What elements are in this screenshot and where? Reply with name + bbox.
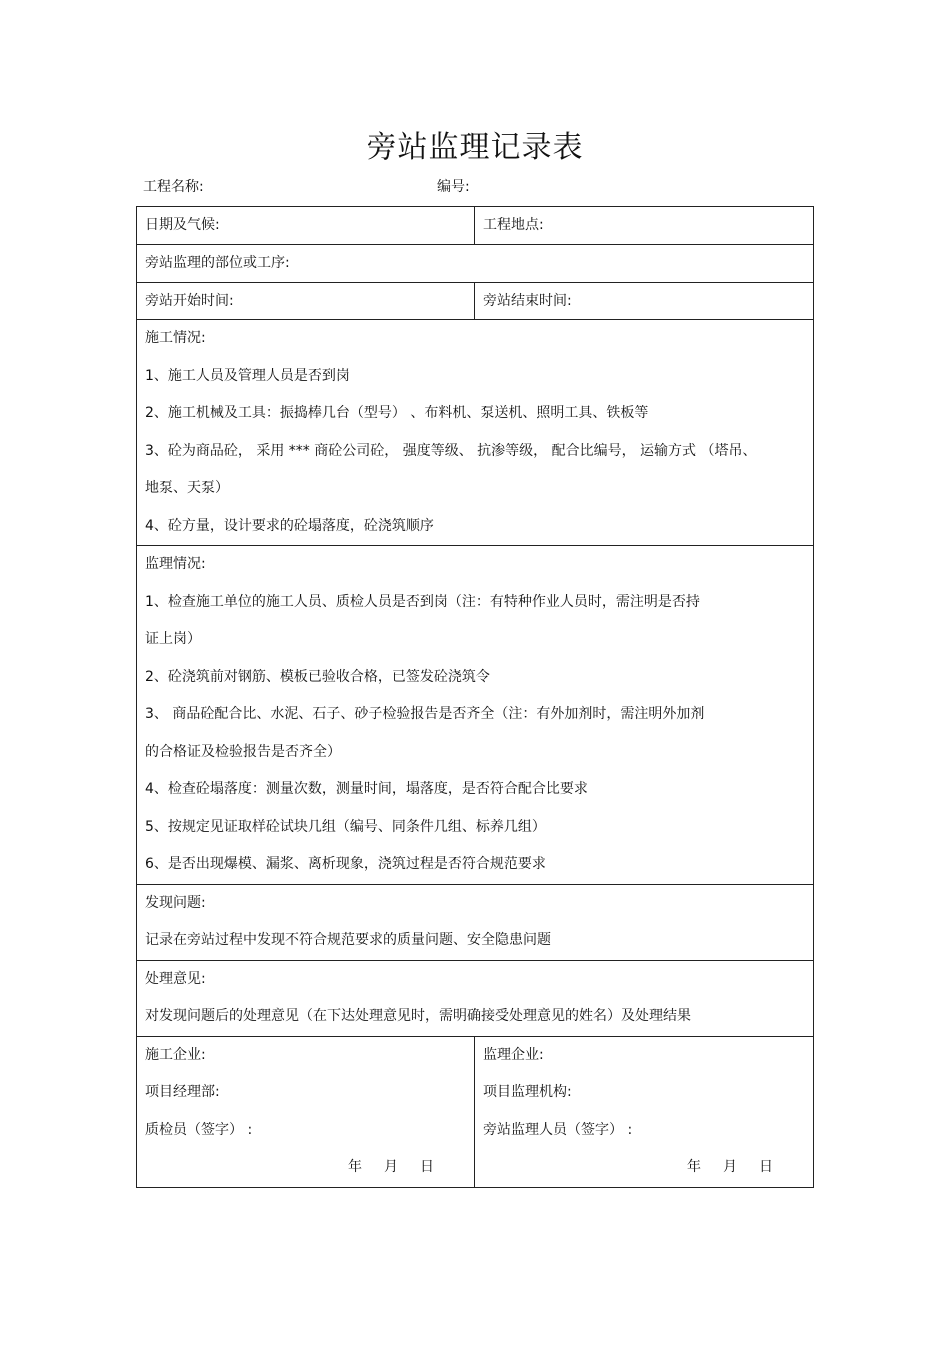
location-field[interactable] (475, 207, 813, 244)
issues-line: 记录在旁站过程中发现不符合规范要求的质量问题、安全隐患问题 (145, 932, 551, 948)
month-label: 月 (723, 1159, 737, 1175)
supervision-line: 3、 商品砼配合比、水泥、石子、砂子检验报告是否齐全（注：有外加剂时，需注明外加剂 (145, 706, 705, 722)
date-weather-label: 日期及气候: (145, 217, 220, 233)
year-label: 年 (348, 1159, 362, 1175)
supervisor-signature-label: 旁站监理人员（签字） : (483, 1121, 633, 1138)
part-process-label: 旁站监理的部位或工序: (145, 255, 290, 271)
supervisor-dept-label: 项目监理机构: (483, 1084, 572, 1100)
construction-line: 2、施工机械及工具：振捣棒几台（型号） 、布料机、泵送机、照明工具、铁板等 (145, 405, 649, 421)
end-time-field[interactable] (475, 283, 813, 319)
issues-section[interactable] (137, 885, 813, 961)
construction-line: 1、施工人员及管理人员是否到岗 (145, 367, 350, 384)
day-label: 日 (420, 1159, 434, 1175)
year-label: 年 (687, 1159, 701, 1175)
record-form (136, 206, 814, 1188)
issues-heading: 发现问题: (145, 894, 206, 911)
serial-number-label: 编号: (437, 179, 470, 195)
day-label: 日 (759, 1159, 773, 1175)
start-time-label: 旁站开始时间: (145, 293, 234, 309)
signoff-row (137, 1037, 813, 1187)
supervision-line: 2、砼浇筑前对钢筋、模板已验收合格，已签发砼浇筑令 (145, 668, 490, 685)
contractor-signoff[interactable] (137, 1037, 475, 1187)
supervision-section[interactable] (137, 546, 813, 885)
part-process-field[interactable] (137, 245, 813, 282)
construction-line: 4、砼方量，设计要求的砼塌落度，砼浇筑顺序 (145, 517, 434, 534)
row-date-location (137, 207, 813, 245)
row-part-process (137, 245, 813, 283)
handling-heading: 处理意见: (145, 970, 206, 987)
end-time-label: 旁站结束时间: (483, 293, 572, 309)
construction-section[interactable] (137, 320, 813, 546)
construction-heading: 施工情况: (145, 330, 206, 346)
start-time-field[interactable] (137, 283, 475, 319)
month-label: 月 (384, 1159, 398, 1175)
supervision-line: 1、检查施工单位的施工人员、质检人员是否到岗（注：有特种作业人员时，需注明是否持 (145, 593, 700, 610)
handling-section[interactable] (137, 961, 813, 1037)
supervision-heading: 监理情况: (145, 556, 206, 572)
supervision-line: 4、检查砼塌落度：测量次数，测量时间，塌落度，是否符合配合比要求 (145, 781, 588, 797)
contractor-date (145, 1149, 474, 1187)
supervision-line: 的合格证及检验报告是否齐全） (145, 743, 341, 760)
project-name-label: 工程名称: (143, 179, 204, 195)
location-label: 工程地点: (483, 217, 544, 233)
row-time (137, 283, 813, 320)
handling-line: 对发现问题后的处理意见（在下达处理意见时，需明确接受处理意见的姓名）及处理结果 (145, 1008, 691, 1024)
page-title: 旁站监理记录表 (366, 130, 584, 165)
construction-line: 3、砼为商品砼， 采用 *** 商砼公司砼， 强度等级、 抗渗等级， 配合比编号， 运输方式 （塔吊、 (145, 442, 757, 459)
supervision-line: 5、按规定见证取样砼试块几组（编号、同条件几组、标养几组） (145, 818, 546, 835)
supervision-line: 6、是否出现爆模、漏浆、离析现象，浇筑过程是否符合规范要求 (145, 856, 546, 872)
date-weather-field[interactable] (137, 207, 475, 244)
contractor-enterprise-label: 施工企业: (145, 1046, 206, 1063)
supervisor-date (483, 1149, 813, 1187)
inspector-signature-label: 质检员（签字） : (145, 1121, 253, 1138)
construction-line: 地泵、天泵） (145, 480, 229, 496)
supervision-line: 证上岗） (145, 631, 201, 647)
supervisor-enterprise-label: 监理企业: (483, 1046, 544, 1063)
supervisor-signoff[interactable] (475, 1037, 813, 1187)
contractor-dept-label: 项目经理部: (145, 1084, 220, 1100)
